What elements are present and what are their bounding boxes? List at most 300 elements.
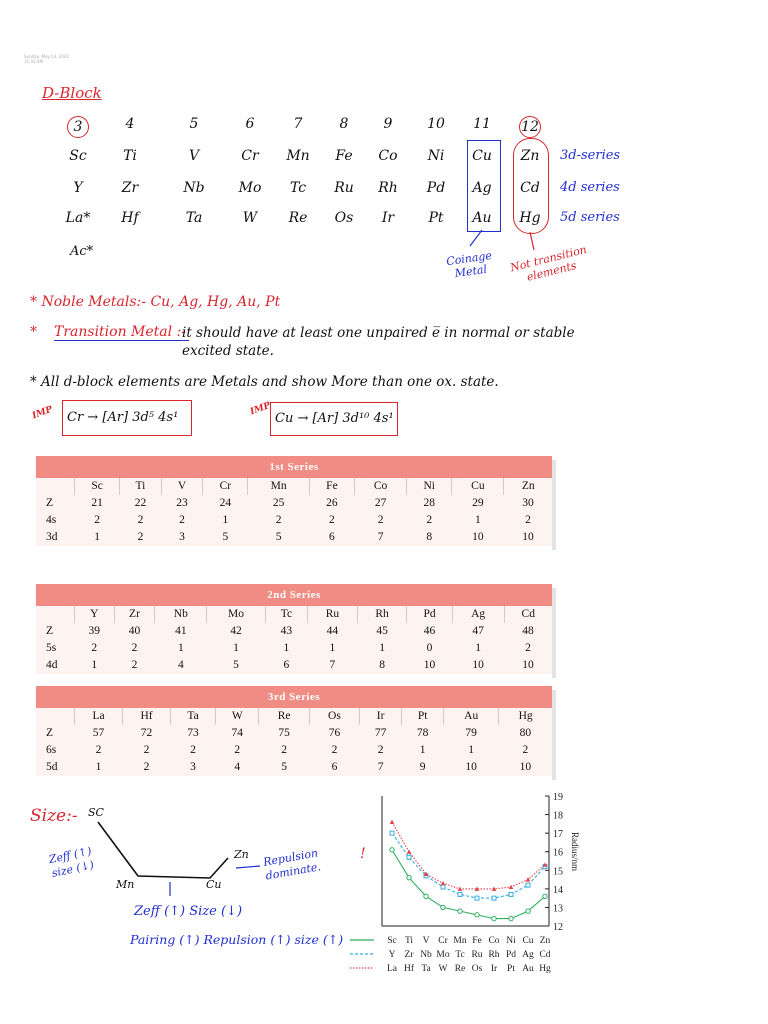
element-symbol: Cr (241, 148, 259, 164)
element-symbol: Pd (426, 180, 446, 196)
row-label: Z (46, 625, 54, 637)
element-symbol: Ag (472, 180, 492, 196)
legend-label: Cd (539, 950, 551, 960)
table-cell: 2 (137, 531, 144, 543)
table-cell: 43 (280, 625, 293, 637)
radius-chart (344, 788, 580, 984)
legend-label: Rh (488, 950, 500, 960)
table-cell: 0 (426, 642, 433, 654)
element-header: Zr (114, 606, 155, 623)
element-header: Re (259, 708, 309, 725)
data-point (475, 896, 479, 900)
element-symbol: V (188, 148, 200, 164)
table-cell: 7 (329, 659, 336, 671)
element-symbol: Tc (289, 180, 307, 196)
element-header: Ti (120, 478, 162, 495)
table-cell: 2 (94, 514, 100, 526)
series-table-title: 3rd Series (36, 686, 552, 708)
all-dblock-note: * All d-block elements are Metals and show More than one ox. state. (30, 374, 499, 390)
group-number (366, 116, 410, 132)
table-cell: 46 (423, 625, 436, 637)
table-cell: 2 (143, 761, 150, 773)
legend-label: Ag (522, 950, 534, 960)
table-cell: 7 (377, 531, 384, 543)
data-point (526, 883, 530, 887)
legend-label: Hf (403, 964, 415, 974)
legend-label: Cr (438, 936, 448, 946)
cr-config-box (62, 400, 192, 436)
table-cell: 1 (222, 514, 229, 526)
series-line (392, 850, 545, 919)
series-table-grid (36, 708, 552, 776)
element-header: Nb (155, 606, 207, 623)
data-point (390, 831, 394, 835)
table-cell: 2 (377, 744, 384, 756)
y-tick-label: 17 (553, 829, 563, 841)
element-header: Cr (203, 478, 248, 495)
table-cell: 2 (522, 744, 529, 756)
data-point (492, 916, 496, 920)
table-cell: 5 (281, 761, 287, 773)
table-cell: 44 (326, 625, 339, 637)
table-row (36, 623, 552, 640)
table-cell: 1 (95, 761, 102, 773)
table-cell: 28 (423, 497, 435, 509)
element-symbol: Ir (381, 210, 395, 226)
table-cell: 7 (377, 761, 384, 773)
element-header: Co (355, 478, 407, 495)
element-symbol: Os (334, 210, 354, 226)
data-point (390, 820, 395, 824)
element-symbol: Cu (472, 148, 492, 164)
series-table-title: 2nd Series (36, 584, 552, 606)
element-symbol: Ta (185, 210, 203, 226)
group-number-text: 3 (67, 116, 89, 138)
y-tick-label: 18 (553, 810, 563, 822)
table-cell: 10 (472, 531, 484, 543)
group-number-text: 7 (293, 116, 303, 132)
table-row (36, 759, 552, 776)
data-point (458, 886, 463, 890)
legend-label: Y (388, 950, 396, 960)
dblock-title: D-Block (42, 84, 102, 102)
table-cell: 2 (275, 514, 282, 526)
series-table-grid (36, 606, 552, 674)
legend-label: La (386, 964, 398, 974)
table-cell: 6 (329, 531, 335, 543)
table-cell: 23 (176, 497, 188, 509)
table-cell: 1 (94, 531, 100, 543)
legend-label: Os (471, 964, 483, 974)
legend-label: Hg (539, 964, 551, 974)
table-cell: 78 (416, 727, 429, 739)
row-label: 4s (46, 514, 57, 526)
element-header: Ir (360, 708, 402, 725)
row-label: 3d (46, 531, 58, 543)
actinium-symbol: Ac* (70, 244, 94, 259)
series-label: 4d series (560, 180, 620, 195)
table-cell: 2 (525, 642, 531, 654)
element-symbol: Ni (427, 148, 445, 164)
element-header: Pt (402, 708, 444, 725)
element-header: Zn (504, 478, 552, 495)
table-cell: 5 (275, 531, 282, 543)
table-cell: 1 (475, 642, 481, 654)
table-cell: 1 (233, 642, 239, 654)
data-point (543, 894, 547, 898)
table-cell: 72 (140, 727, 153, 739)
table-cell: 10 (522, 659, 534, 671)
sketch-label-zn: Zn (234, 848, 249, 861)
group-number-text: 12 (519, 116, 541, 138)
table-cell: 30 (522, 497, 534, 509)
row-label: 4d (46, 659, 58, 671)
table-cell: 4 (177, 659, 184, 671)
element-header: Hf (123, 708, 171, 725)
group-number (276, 116, 320, 132)
element-symbol: Mn (286, 148, 310, 164)
table-cell: 6 (283, 659, 290, 671)
element-symbol: Pt (428, 210, 444, 226)
cu-config-box (270, 402, 398, 436)
table-cell: 21 (91, 497, 103, 509)
series-table-title: 1st Series (36, 456, 552, 478)
table-cell: 22 (134, 497, 147, 509)
table-cell: 10 (522, 531, 534, 543)
group-number (508, 116, 552, 138)
row-label (36, 478, 75, 495)
legend-label: Mo (436, 950, 450, 960)
legend-label: Cu (522, 936, 534, 946)
row-label (36, 606, 75, 623)
data-point (509, 892, 513, 896)
row-label: Z (46, 497, 54, 509)
data-point (407, 855, 411, 859)
element-header: Cu (452, 478, 504, 495)
sketch-label-mn: Mn (116, 878, 135, 891)
legend-label: W (438, 964, 448, 974)
element-header: Ni (407, 478, 452, 495)
transition-bullet: * (30, 324, 37, 340)
legend-label: Nb (420, 950, 432, 960)
legend-label: Re (454, 964, 466, 974)
coinage-box (467, 140, 501, 232)
legend-label: Tc (455, 950, 465, 960)
imp-tag-cu: IMP (248, 400, 273, 418)
element-header-row (36, 708, 552, 725)
row-label: Z (46, 727, 54, 739)
table-cell: 40 (128, 625, 141, 637)
element-header: Ta (171, 708, 216, 725)
data-point (492, 896, 496, 900)
table-cell: 74 (231, 727, 243, 739)
size-title: Size:- (30, 806, 78, 826)
group-number (322, 116, 366, 132)
row-label: 5d (46, 761, 58, 773)
annotation-arrows (460, 228, 570, 258)
data-point (475, 913, 479, 917)
group-number-text: 10 (427, 116, 445, 132)
sketch-label-sc: SC (88, 806, 104, 819)
data-point (424, 894, 428, 898)
group-number (414, 116, 458, 132)
table-cell: 76 (328, 727, 341, 739)
data-point (509, 916, 513, 920)
y-tick-label: 15 (553, 866, 563, 878)
table-row (36, 657, 552, 674)
element-symbol: Sc (69, 148, 87, 164)
y-tick-label: 16 (553, 847, 563, 859)
table-cell: 2 (234, 744, 241, 756)
series-table (36, 686, 552, 776)
legend-label: Zn (539, 936, 551, 946)
table-cell: 1 (419, 744, 426, 756)
element-header: Sc (75, 478, 120, 495)
table-cell: 77 (374, 727, 387, 739)
row-label: 6s (46, 744, 57, 756)
table-cell: 2 (95, 744, 102, 756)
data-point (526, 909, 530, 913)
table-cell: 2 (329, 514, 335, 526)
data-point (407, 876, 411, 880)
element-symbol: Hf (121, 210, 139, 226)
table-cell: 8 (426, 531, 433, 543)
element-header: Hg (499, 708, 552, 725)
table-cell: 3 (190, 761, 196, 773)
table-cell: 2 (179, 514, 185, 526)
legend-label: Mn (453, 936, 467, 946)
group-number-text: 6 (245, 116, 255, 132)
row-label: 5s (46, 642, 57, 654)
table-cell: 24 (219, 497, 232, 509)
table-row (36, 495, 552, 512)
legend-label: Ir (490, 964, 498, 974)
transition-definition: it should have at least one unpaired e̅ in normal or stable excited state. (182, 325, 575, 359)
table-row (36, 742, 552, 759)
legend-label: Ti (404, 936, 414, 946)
row-label (36, 708, 75, 725)
element-symbol: Ti (123, 148, 137, 164)
element-header: Cd (504, 606, 552, 623)
table-cell: 1 (329, 642, 336, 654)
table-cell: 10 (465, 761, 477, 773)
legend-label: Au (522, 964, 534, 974)
table-row (36, 725, 552, 742)
legend-label: Zr (404, 950, 414, 960)
data-point (407, 849, 412, 853)
table-row (36, 640, 552, 657)
data-point (458, 909, 462, 913)
series-line (392, 822, 545, 889)
sketch-label-cu: Cu (206, 878, 222, 891)
table-cell: 47 (472, 625, 484, 637)
element-header: La (75, 708, 123, 725)
series-table-grid (36, 478, 552, 546)
table-cell: 4 (234, 761, 241, 773)
coinage-note: Coinage Metal (445, 248, 493, 281)
data-point (458, 892, 462, 896)
non-transition-note: Not transition elements (508, 242, 588, 284)
transition-label: Transition Metal :- (54, 324, 189, 341)
element-header: Y (75, 606, 115, 623)
table-cell: 42 (230, 625, 242, 637)
y-tick-label: 12 (553, 922, 563, 933)
table-cell: 2 (143, 744, 150, 756)
table-cell: 8 (379, 659, 385, 671)
table-cell: 2 (426, 514, 433, 526)
data-point (441, 905, 445, 909)
table-cell: 10 (519, 761, 532, 773)
element-symbol: Au (472, 210, 492, 226)
element-header: Tc (265, 606, 307, 623)
element-symbol: Ru (334, 180, 354, 196)
table-cell: 2 (525, 514, 531, 526)
element-symbol: Rh (378, 180, 398, 196)
table-cell: 26 (326, 497, 338, 509)
series-label: 5d series (560, 210, 620, 225)
group-number (56, 116, 100, 138)
table-cell: 80 (519, 727, 532, 739)
element-symbol: Re (288, 210, 308, 226)
table-cell: 45 (376, 625, 388, 637)
element-header: W (216, 708, 259, 725)
page-date: Sunday, May 03, 2020 (24, 54, 69, 59)
table-cell: 2 (281, 744, 287, 756)
table-cell: 48 (522, 625, 534, 637)
table-cell: 2 (131, 642, 138, 654)
y-axis-label: Radius/nm (570, 832, 580, 872)
y-tick-label: 19 (553, 792, 563, 803)
series-table (36, 456, 552, 546)
legend-label: Ta (421, 964, 431, 974)
table-cell: 5 (222, 531, 229, 543)
legend-label: Sc (387, 936, 397, 946)
y-tick-label: 14 (553, 884, 563, 896)
group-number (108, 116, 152, 132)
group-number-text: 8 (339, 116, 349, 132)
table-cell: 1 (475, 514, 481, 526)
group-number-text: 9 (383, 116, 393, 132)
table-cell: 79 (465, 727, 477, 739)
legend-label: Fe (472, 936, 482, 946)
element-header: Fe (309, 478, 354, 495)
table-cell: 73 (187, 727, 199, 739)
zeff-left-note: Zeff (↑) size (↓) (47, 844, 96, 880)
series-label: 3d-series (560, 148, 621, 163)
series-line (392, 833, 545, 898)
table-cell: 2 (331, 744, 338, 756)
table-cell: 10 (472, 659, 484, 671)
group-number-text: 4 (125, 116, 135, 132)
legend-label: Pt (507, 964, 515, 974)
table-cell: 1 (379, 642, 385, 654)
table-cell: 57 (92, 727, 105, 739)
element-header-row (36, 478, 552, 495)
element-symbol: La* (65, 210, 91, 226)
zeff-bottom-note: Zeff (↑) Size (↓) (134, 904, 243, 919)
element-header-row (36, 606, 552, 623)
element-header: Os (309, 708, 359, 725)
table-cell: 75 (278, 727, 290, 739)
data-point (441, 881, 446, 885)
group-number-text: 5 (189, 116, 199, 132)
y-tick-label: 13 (553, 903, 563, 915)
repulsion-note: Repulsion dominate. (262, 846, 322, 883)
legend-label: V (422, 936, 430, 946)
element-header: Ru (308, 606, 358, 623)
table-cell: 25 (272, 497, 285, 509)
element-symbol: Zr (121, 180, 139, 196)
legend-label: Co (488, 936, 500, 946)
element-header: Rh (357, 606, 407, 623)
element-header: Ag (452, 606, 504, 623)
table-cell: 2 (137, 514, 144, 526)
element-header: Pd (407, 606, 452, 623)
cr-config: Cr → [Ar] 3d⁵ 4s¹ (67, 410, 179, 425)
table-cell: 2 (131, 659, 138, 671)
table-cell: 6 (331, 761, 338, 773)
group-number-text: 11 (473, 116, 491, 132)
imp-tag-cr: IMP (30, 404, 55, 422)
legend-label: Ni (506, 936, 516, 946)
table-cell: 10 (423, 659, 436, 671)
element-symbol: W (242, 210, 258, 226)
element-symbol: Mo (238, 180, 262, 196)
table-row (36, 512, 552, 529)
element-header: Mo (207, 606, 265, 623)
legend-label: Pd (505, 950, 517, 960)
table-cell: 29 (472, 497, 484, 509)
group-number (228, 116, 272, 132)
element-symbol: Nb (183, 180, 205, 196)
page-time: 11:03 AM (24, 59, 43, 64)
data-point (390, 848, 394, 852)
table-cell: 1 (91, 659, 98, 671)
table-cell: 41 (175, 625, 187, 637)
table-cell: 5 (233, 659, 239, 671)
table-cell: 1 (468, 744, 475, 756)
noble-metals-note: * Noble Metals:- Cu, Ag, Hg, Au, Pt (30, 294, 281, 310)
group-number (460, 116, 504, 132)
data-point (441, 885, 445, 889)
table-cell: 3 (179, 531, 185, 543)
non-transition-oval (513, 138, 549, 234)
element-symbol: Y (73, 180, 83, 196)
table-cell: 27 (374, 497, 387, 509)
table-cell: 1 (177, 642, 184, 654)
element-symbol: Co (378, 148, 398, 164)
cu-config: Cu → [Ar] 3d¹⁰ 4s¹ (275, 411, 394, 426)
table-cell: 2 (91, 642, 98, 654)
group-number (172, 116, 216, 132)
table-cell: 39 (88, 625, 101, 637)
table-cell: 2 (190, 744, 196, 756)
legend-label: Ru (471, 950, 483, 960)
table-row (36, 529, 552, 546)
element-symbol: Fe (335, 148, 353, 164)
series-table (36, 584, 552, 674)
table-cell: 9 (419, 761, 426, 773)
table-cell: 1 (283, 642, 290, 654)
element-symbol: Hg (519, 210, 541, 226)
pairing-note: Pairing (↑) Repulsion (↑) size (↑) (130, 932, 344, 947)
element-symbol: Zn (520, 148, 540, 164)
element-header: Au (444, 708, 499, 725)
element-header: Mn (248, 478, 309, 495)
element-symbol: Cd (520, 180, 540, 196)
element-header: V (161, 478, 203, 495)
table-cell: 2 (377, 514, 384, 526)
